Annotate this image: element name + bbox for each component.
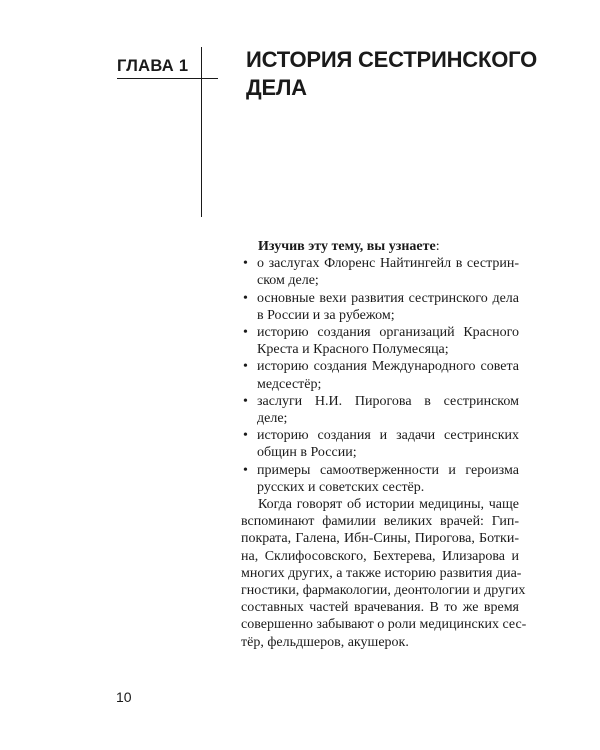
bullet-icon: •	[243, 393, 248, 409]
chapter-rule-horizontal	[117, 78, 218, 79]
page-number: 10	[116, 689, 132, 705]
bullet-icon: •	[243, 462, 248, 478]
bullet-icon: •	[243, 325, 248, 341]
chapter-title-line-2: ДЕЛА	[246, 75, 307, 100]
bullet-icon: •	[243, 428, 248, 444]
bullet-icon: •	[243, 359, 248, 375]
chapter-text	[241, 238, 527, 651]
objective-item: • о заслугах Флоренс Найтингейл в сестрин- ском деле;	[243, 256, 519, 289]
bullet-icon: •	[243, 256, 248, 272]
bullet-icon: •	[243, 290, 248, 306]
body-paragraph: Когда говорят об истории медицины, чаще вспоминают фамилии великих врачей: Гип- пократа, Галена, Ибн-Сины, Пирогова, Ботки- на, Склифосовского, Бехтерева, Илизарова и многих других, а также историю развития диа- гностики, фармакологии, деонтологии и других составных частей врачевания. В то же время совершенно забывают о роли медицинских сес- тёр, фельдшеров, акушерок.	[241, 497, 527, 650]
objective-item: • заслуги Н.И. Пирогова в сестринском деле;	[243, 393, 519, 427]
objective-item: • примеры самоотверженности и героизма русских и советских сестёр.	[243, 462, 519, 495]
chapter-label: ГЛАВА 1	[117, 57, 189, 75]
chapter-title-line-1: ИСТОРИЯ СЕСТРИНСКОГО	[246, 47, 538, 72]
chapter-title	[246, 46, 546, 102]
chapter-rule-vertical	[201, 47, 202, 217]
objective-item: • историю создания организаций Красного Креста и Красного Полумесяца;	[243, 325, 519, 358]
objectives-intro: Изучив эту тему, вы узнаете:	[258, 239, 440, 254]
objectives-list	[241, 255, 519, 496]
objective-item: • основные вехи развития сестринского дела в России и за рубежом;	[243, 290, 519, 323]
objective-item: • историю создания Международного совета медсестёр;	[243, 359, 519, 392]
objective-item: • историю создания и задачи сестринских общин в России;	[243, 428, 519, 461]
